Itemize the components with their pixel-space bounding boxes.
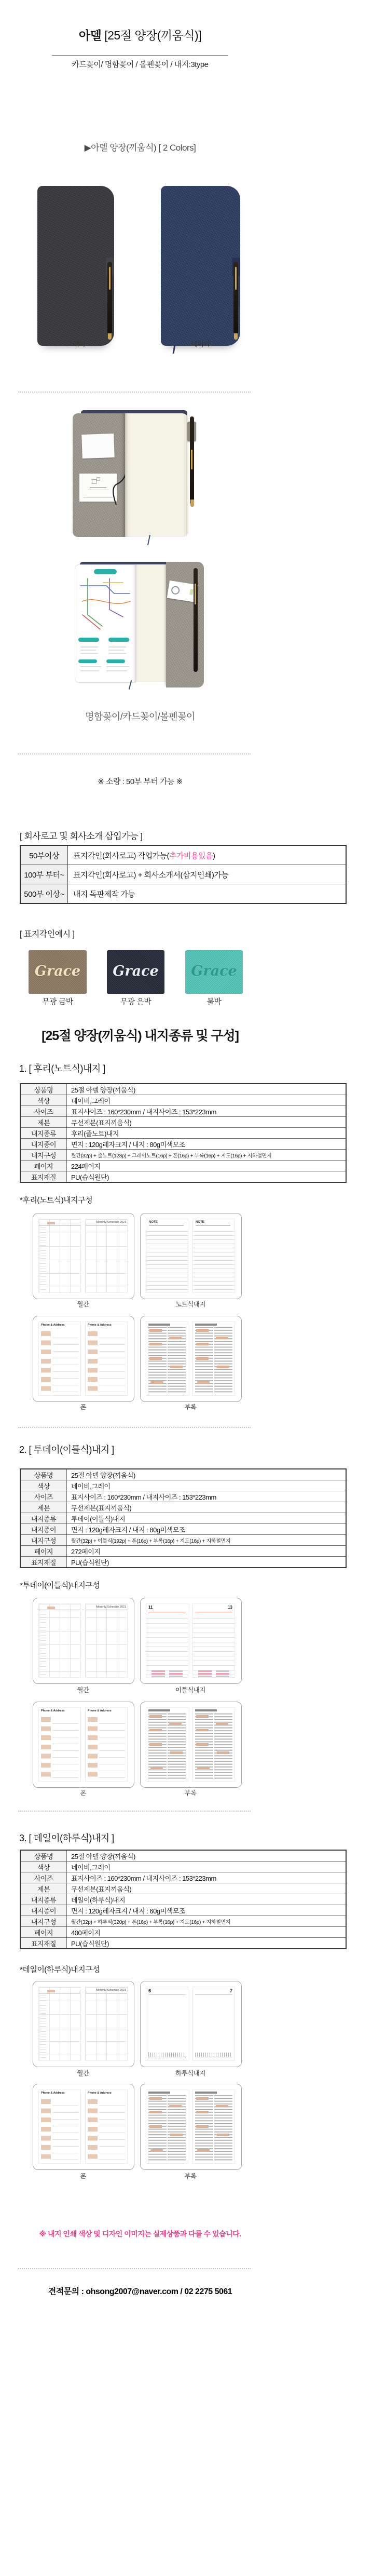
table-row [20, 884, 346, 904]
table-row [20, 1862, 346, 1872]
spread-page [38, 1603, 81, 1678]
spec-table-3 [20, 1850, 347, 1949]
spread-page [192, 1219, 235, 1293]
stamp-sample-silver [107, 950, 164, 994]
spread-page [192, 1321, 235, 1396]
spec-value: 25절 아델 양장(끼움식) [67, 1084, 347, 1095]
table-row [20, 1535, 346, 1546]
table-row [20, 1916, 346, 1927]
appendix-chips [196, 1329, 209, 1332]
spread-label: 월간 [77, 2070, 89, 2077]
logo-mark [97, 477, 100, 481]
section-3-heading: 3. [ 데일이(하루식)내지 ] [19, 1833, 114, 1843]
spec-value: 월간(32p) + 줄노트(128p) + 그레이노트(16p) + 폰(16p) + 부록(16p) + 지도(16p) + 지하철면지 [67, 1150, 347, 1161]
appendix-title-bar [195, 2092, 217, 2094]
desc-text: 표지각인(회사로고) 작업가능( [73, 851, 170, 860]
colors-section-heading: ▶아델 양장(끼움식) [ 2 Colors] [84, 143, 196, 153]
logo-insert-table [20, 845, 347, 904]
contact-info: 견적문의 : ohsong2007@naver.com / 02 2275 5061 [48, 2287, 232, 2296]
spread-label: 부록 [184, 2173, 197, 2180]
spread-page [85, 1219, 128, 1293]
spec-label: 상품명 [20, 1469, 67, 1480]
spec-label: 사이즈 [20, 1491, 67, 1502]
composition-heading: [25절 양장(끼움식) 내지종류 및 구성] [42, 1029, 239, 1043]
subway-map-graphic [75, 565, 135, 682]
pen-icon [190, 416, 194, 505]
spec-table-1 [20, 1083, 347, 1183]
stamp-text: Grace [34, 963, 81, 979]
spread-preview-appendix [140, 1316, 242, 1402]
business-card [81, 434, 115, 458]
spread-page [146, 1987, 188, 2061]
section-3-caption: *데일이(하루식)내지구성 [20, 1965, 100, 1974]
appendix-title-bar [148, 1324, 170, 1326]
open-views-caption: 명함꽂이/카드꽂이/볼펜꽂이 [85, 711, 195, 722]
spread-preview-appendix [140, 1702, 242, 1788]
description-cell [68, 845, 347, 865]
phone-header-text: Phone & Address [88, 2092, 112, 2095]
dotted-divider [18, 753, 251, 754]
spread-page [38, 1987, 81, 2061]
table-row [20, 1905, 346, 1916]
table-row [20, 1850, 346, 1862]
spec-label: 내지종이 [20, 1524, 67, 1535]
spread-preview-monthly [33, 1981, 134, 2067]
stamp-sample-deboss [185, 950, 243, 994]
note-header-text: NOTE [196, 1221, 230, 1225]
dotted-divider [18, 1811, 251, 1812]
table-row [20, 1894, 346, 1905]
logo-section-heading: [ 회사로고 및 회사소개 삽입가능 ] [20, 831, 143, 841]
pen-icon [233, 262, 238, 333]
timeline-ticks [195, 2053, 232, 2057]
spec-label: 색상 [20, 1095, 67, 1106]
date-number: 11 [148, 1605, 153, 1610]
spread-page [146, 1707, 188, 1782]
description-cell [68, 884, 347, 904]
timeline-ticks [148, 2053, 186, 2057]
page-footer-marks [198, 1670, 212, 1672]
spec-label: 사이즈 [20, 1872, 67, 1883]
open-notebook-map-photo [73, 562, 204, 687]
logo-mark [92, 479, 97, 484]
note-header-text: NOTE [149, 1221, 184, 1225]
spec-label: 페이지 [20, 1161, 67, 1171]
spec-value: 25절 아델 양장(끼움식) [67, 1469, 347, 1480]
spread-preview-daily [140, 1981, 242, 2067]
monthly-header-text: Monthly Schedule 2021 [96, 1221, 126, 1224]
table-row [20, 1171, 346, 1183]
date-header [148, 1988, 186, 1995]
desc-text: 표지각인(회사로고) + 회사소개서(삽지인쇄)가능 [73, 870, 229, 880]
stamp-label: 무광 은박 [120, 997, 151, 1006]
spec-value: 네이비,그레이 [67, 1862, 347, 1872]
spread-page [85, 1603, 128, 1678]
date-header [148, 1605, 186, 1612]
spread-page [38, 1321, 81, 1396]
date-number: 6 [148, 1988, 151, 1993]
spec-value: 224페이지 [67, 1161, 347, 1171]
table-row [20, 1150, 346, 1161]
spec-value: 투데이(이틀식)내지 [67, 1513, 347, 1524]
blank-pages [125, 413, 188, 537]
phone-header-text: Phone & Address [88, 1709, 112, 1712]
spec-value: 네이비,그레이 [67, 1095, 347, 1106]
dotted-divider [18, 2268, 251, 2269]
date-header [195, 1605, 232, 1612]
spread-preview-phone [33, 2084, 134, 2170]
inner-cover-fabric [73, 413, 125, 537]
spread-label: 월간 [77, 1687, 89, 1694]
spec-label: 색상 [20, 1862, 67, 1872]
date-number: 7 [229, 1988, 232, 1993]
table-row [20, 1128, 346, 1139]
appendix-title-bar [195, 1709, 217, 1711]
inner-flap-fabric [166, 562, 204, 687]
spec-label: 사이즈 [20, 1106, 67, 1117]
spec-label: 제본 [20, 1883, 67, 1894]
blank-page [135, 564, 167, 682]
spec-value: 무선제본(표지끼움식) [67, 1883, 347, 1894]
page-title [0, 26, 280, 43]
color-label-navy: 네이비 [191, 340, 210, 348]
appendix-chips [149, 2097, 162, 2100]
table-row [20, 845, 346, 865]
spread-page [38, 1707, 81, 1782]
card-text-line [84, 497, 113, 498]
spread-page [146, 2089, 188, 2164]
appendix-chips [196, 1715, 209, 1718]
table-row [20, 1546, 346, 1557]
table-row [20, 1480, 346, 1491]
appendix-title-bar [148, 2092, 170, 2094]
pen-icon [194, 568, 198, 672]
spread-page [192, 2089, 235, 2164]
stamp-text: Grace [113, 963, 159, 979]
spec-label: 페이지 [20, 1546, 67, 1557]
calendar-highlight [47, 1990, 55, 1992]
spread-page [146, 1603, 188, 1678]
spec-label: 표지재질 [20, 1171, 67, 1183]
table-row [20, 865, 346, 884]
spec-label: 표지재질 [20, 1557, 67, 1568]
table-row [20, 1117, 346, 1128]
spread-page [146, 1321, 188, 1396]
table-row [20, 1557, 346, 1568]
open-notebook-pockets-photo [73, 410, 204, 541]
spread-label: 하루식내지 [175, 2070, 205, 2077]
table-row [20, 1524, 346, 1535]
spec-value: 25절 아델 양장(끼움식) [67, 1850, 347, 1862]
spread-preview-phone [33, 1316, 134, 1402]
spread-label: 폰 [80, 2173, 86, 2180]
spread-preview-monthly [33, 1598, 134, 1684]
spec-label: 내지구성 [20, 1150, 67, 1161]
spread-label: 노트식내지 [175, 1301, 205, 1308]
spec-table-2 [20, 1468, 347, 1568]
spec-label: 내지종류 [20, 1513, 67, 1524]
monthly-header-text: Monthly Schedule 2021 [96, 1989, 126, 1992]
quantity-cell: 500부 이상~ [20, 884, 68, 904]
spread-page [146, 1219, 188, 1293]
spec-value: PU(습식원단) [67, 1938, 347, 1949]
title-divider [52, 55, 228, 56]
date-header [195, 1988, 232, 1995]
product-name: 아델 [78, 29, 102, 42]
spread-label: 폰 [80, 1404, 86, 1411]
spec-value: 표지사이즈 : 160*230mm / 내지사이즈 : 153*223mm [67, 1491, 347, 1502]
color-label-gray: 그레이 [66, 340, 86, 348]
spread-preview-twoday [140, 1598, 242, 1684]
spread-page [192, 1603, 235, 1678]
spec-label: 제본 [20, 1502, 67, 1513]
desc-text-end: ) [213, 851, 215, 860]
spec-value: 네이비,그레이 [67, 1480, 347, 1491]
spec-label: 제본 [20, 1117, 67, 1128]
stamp-sample-gold [29, 950, 87, 994]
spread-page [192, 1707, 235, 1782]
spec-label: 상품명 [20, 1084, 67, 1095]
spec-value: 데일이(하루식)내지 [67, 1894, 347, 1905]
desc-text: 내지 독판제작 가능 [73, 889, 135, 899]
table-row [20, 1513, 346, 1524]
quantity-cell: 100부 부터~ [20, 865, 68, 884]
spread-preview-phone [33, 1702, 134, 1788]
table-row [20, 1927, 346, 1938]
spec-value: PU(습식원단) [67, 1557, 347, 1568]
desc-highlight: 추가비용있음 [169, 851, 213, 860]
table-row [20, 1883, 346, 1894]
spread-label: 폰 [80, 1789, 86, 1797]
spec-label: 내지종류 [20, 1894, 67, 1905]
spec-value: 272페이지 [67, 1546, 347, 1557]
spec-value: 무선제본(표지끼움식) [67, 1502, 347, 1513]
spread-page [85, 1987, 128, 2061]
minimum-quantity-notice: ※ 소량 : 50부 부터 가능 ※ [98, 777, 183, 786]
spec-value: 표지사이즈 : 160*230mm / 내지사이즈 : 153*223mm [67, 1872, 347, 1883]
spread-page [38, 2089, 81, 2164]
phone-header-text: Phone & Address [41, 1709, 65, 1712]
table-row [20, 1938, 346, 1949]
spec-label: 색상 [20, 1480, 67, 1491]
section-2-caption: *투데이(이틀식)내지구성 [20, 1581, 100, 1590]
notebook-cover-gray [37, 186, 114, 346]
appendix-title-bar [148, 1709, 170, 1711]
spread-page [192, 1987, 235, 2061]
page-subtitle: 카드꽂이/ 명함꽂이 / 볼펜꽂이 / 내지:3type [72, 60, 209, 69]
logo-text-line [90, 487, 106, 488]
calendar-highlight [47, 1607, 55, 1609]
spec-value: 월간(32p) + 하루식(320p) + 폰(16p) + 부록(16p) + 지도(16p) + 지하철면지 [67, 1916, 347, 1927]
spread-label: 월간 [77, 1301, 89, 1308]
spread-page [85, 1321, 128, 1396]
appendix-chips [149, 1715, 162, 1718]
phone-header-text: Phone & Address [41, 2092, 65, 2095]
phone-header-text: Phone & Address [88, 1324, 112, 1327]
spec-value: 무선제본(표지끼움식) [67, 1117, 347, 1128]
appendix-chips [149, 1329, 162, 1332]
spread-label: 부록 [184, 1404, 197, 1411]
pen-icon [107, 262, 112, 333]
table-row [20, 1161, 346, 1171]
spec-value: 표지사이즈 : 160*230mm / 내지사이즈 : 153*223mm [67, 1106, 347, 1117]
appendix-chips [196, 2097, 209, 2100]
spread-preview-appendix [140, 2084, 242, 2170]
monthly-header-text: Monthly Schedule 2021 [96, 1606, 126, 1609]
description-cell [68, 865, 347, 884]
spread-preview-monthly [33, 1213, 134, 1299]
spec-label: 페이지 [20, 1927, 67, 1938]
dotted-divider [18, 1427, 251, 1428]
spec-label: 표지재질 [20, 1938, 67, 1949]
stamp-label: 불박 [206, 997, 222, 1006]
calendar-highlight [47, 1222, 55, 1224]
table-row [20, 1502, 346, 1513]
page-footer-marks [151, 1670, 165, 1672]
section-1-caption: *후리(노트식)내지구성 [20, 1196, 93, 1205]
subway-map-page [75, 564, 136, 683]
date-number: 13 [228, 1605, 232, 1610]
stamp-section-heading: [ 표지각인예시 ] [20, 930, 75, 939]
spread-page [85, 1707, 128, 1782]
spec-value: 면지 : 120g레자크지 / 내지 : 80g미색모조 [67, 1139, 347, 1150]
dotted-divider [18, 392, 251, 393]
disclaimer-note: ※ 내지 인쇄 색상 및 디자인 이미지는 실제상품과 다를 수 있습니다. [39, 2230, 241, 2238]
section-1-heading: 1. [ 후리(노트식)내지 ] [19, 1063, 105, 1074]
spread-page [38, 1219, 81, 1293]
spec-label: 상품명 [20, 1850, 67, 1862]
section-2-heading: 2. [ 투데이(이틀식)내지 ] [19, 1445, 114, 1455]
table-row [20, 1491, 346, 1502]
spec-label: 내지종류 [20, 1128, 67, 1139]
spread-label: 부록 [184, 1789, 197, 1797]
spec-label: 내지구성 [20, 1535, 67, 1546]
spec-value: 면지 : 120g레자크지 / 내지 : 60g미색모조 [67, 1905, 347, 1916]
table-row [20, 1139, 346, 1150]
quantity-cell: 50부이상 [20, 845, 68, 865]
spec-value: 월간(32p) + 이틀식(192p) + 폰(16p) + 부록(16p) + 지도(16p) + 지하철면지 [67, 1535, 347, 1546]
spec-value: 면지 : 120g레자크지 / 내지 : 80g미색모조 [67, 1524, 347, 1535]
spec-value: 400페이지 [67, 1927, 347, 1938]
spread-page [85, 2089, 128, 2164]
spread-label: 이틀식내지 [175, 1687, 205, 1694]
spec-label: 내지구성 [20, 1916, 67, 1927]
table-row [20, 1106, 346, 1117]
product-subname: [25절 양장(끼움식)] [101, 29, 202, 42]
phone-header-text: Phone & Address [41, 1324, 65, 1327]
notebook-cover-navy [161, 186, 240, 346]
table-row [20, 1872, 346, 1883]
table-row [20, 1084, 346, 1095]
spec-value: PU(습식원단) [67, 1171, 347, 1183]
spread-preview-note [140, 1213, 242, 1299]
spec-value: 후리(줄노트)내지 [67, 1128, 347, 1139]
table-row [20, 1469, 346, 1480]
stamp-label: 무광 금박 [42, 997, 73, 1006]
stamp-text: Grace [191, 963, 237, 979]
table-row [20, 1095, 346, 1106]
appendix-title-bar [195, 1324, 217, 1326]
spec-label: 내지종이 [20, 1139, 67, 1150]
spec-label: 내지종이 [20, 1905, 67, 1916]
